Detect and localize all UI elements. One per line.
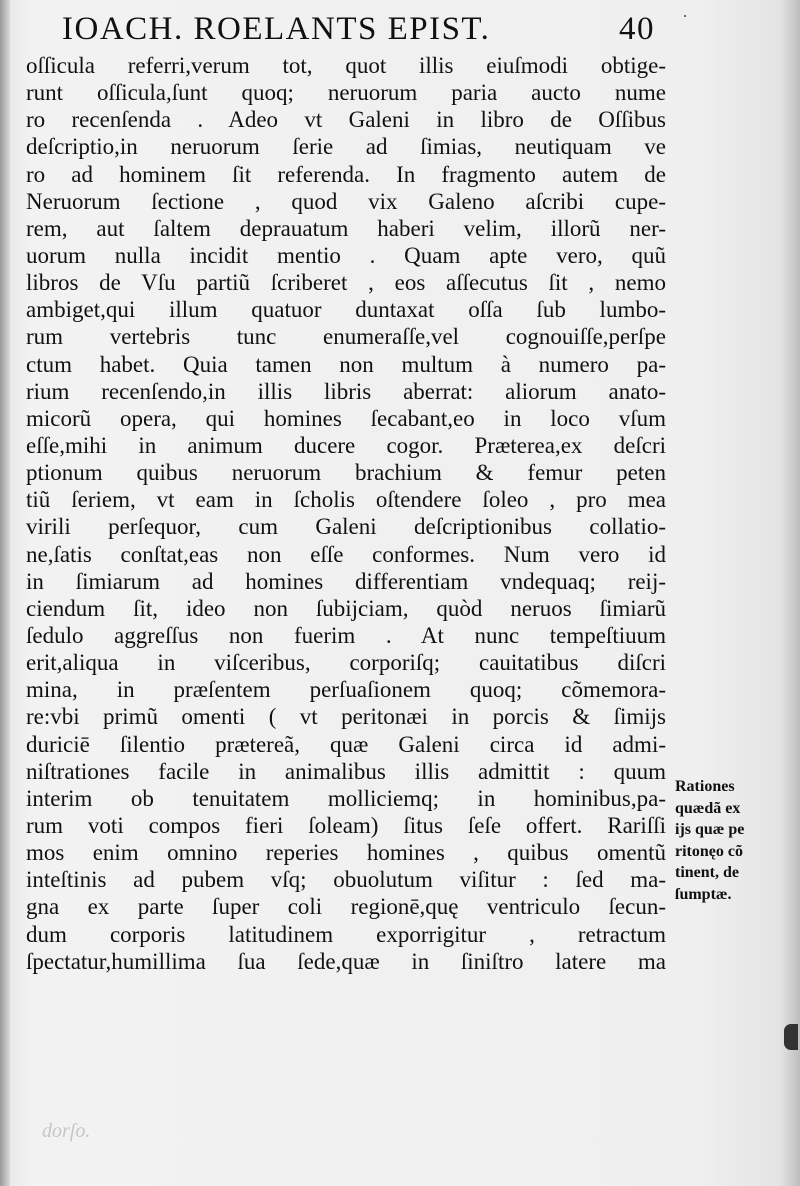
page-edge-tab bbox=[784, 1024, 798, 1050]
text-line: micorũ opera, qui homines ſecabant,eo in loco vſum bbox=[26, 405, 666, 431]
text-line: interim ob tenuitatem molliciemq; in hominibus,pa- bbox=[26, 785, 666, 811]
text-line: virili perſequor, cum Galeni deſcriptionibus collatio- bbox=[26, 514, 666, 540]
text-line: mos enim omnino reperies homines , quibus omentũ bbox=[26, 840, 666, 866]
page-gutter bbox=[0, 0, 10, 1186]
text-line: gna ex parte ſuper coli regionē,quę ventriculo ſecun- bbox=[26, 894, 666, 920]
text-line: dum corporis latitudinem exporrigitur , retractum bbox=[26, 921, 666, 947]
text-line: in ſimiarum ad homines differentiam vndequaq; reij- bbox=[26, 568, 666, 594]
text-line: ciendum ſit, ideo non ſubijciam, quòd neruos ſimiarũ bbox=[26, 595, 666, 621]
text-line: ro recenſenda . Adeo vt Galeni in libro de Oſſibus bbox=[26, 107, 666, 133]
text-line: mina, in præſentem perſuaſionem quoq; cõmemora- bbox=[26, 677, 666, 703]
text-line: ro ad hominem ſit referenda. In fragmento autem de bbox=[26, 161, 666, 187]
text-line: ſpectatur,humillima ſua ſede,quæ in ſiniſtro latere ma bbox=[26, 948, 666, 974]
text-line: rum voti compos fieri ſoleam) ſitus ſeſe offert. Rariſſi bbox=[26, 812, 666, 838]
text-line: ambiget,qui illum quatuor duntaxat oſſa ſub lumbo- bbox=[26, 297, 666, 323]
body-text bbox=[26, 52, 666, 975]
text-line: ptionum quibus neruorum brachium & femur peten bbox=[26, 460, 666, 486]
running-head-title: IOACH. ROELANTS EPIST. bbox=[62, 11, 491, 47]
text-line: runt oſſicula,ſunt quoq; neruorum paria aucto nume bbox=[26, 80, 666, 106]
text-line: rium recenſendo,in illis libris aberrat: aliorum anato- bbox=[26, 378, 666, 404]
marginal-note-line: ſumptæ. bbox=[675, 885, 732, 903]
text-line: re:vbi primũ omenti ( vt peritonæi in porcis & ſimijs bbox=[26, 704, 666, 730]
text-line: libros de Vſu partiũ ſcriberet , eos aſſecutus ſit , nemo bbox=[26, 270, 666, 296]
text-line: rum vertebris tunc enumeraſſe,vel cognouiſſe,perſpe bbox=[26, 324, 666, 350]
text-line: erit,aliqua in viſceribus, corporiſq; cauitatibus diſcri bbox=[26, 650, 666, 676]
marginal-note-line: tinent, de bbox=[675, 864, 739, 881]
marginal-note-line: ijs quæ pe bbox=[675, 821, 745, 838]
text-line: ſedulo aggreſſus non fuerim . At nunc tempeſtiuum bbox=[26, 622, 666, 648]
text-line: tiũ ſeriem, vt eam in ſcholis oſtendere ſoleo , pro mea bbox=[26, 487, 666, 513]
marginal-note bbox=[675, 776, 785, 905]
marginal-note-line: quædã ex bbox=[675, 799, 741, 817]
text-line: Neruorum ſectione , quod vix Galeno aſcribi cupe- bbox=[26, 188, 666, 214]
text-line: duriciē ſilentio prætereã, quæ Galeni circa id admi- bbox=[26, 731, 666, 757]
text-line: eſſe,mihi in animum ducere cogor. Præterea,ex deſcri bbox=[26, 432, 666, 458]
marginal-note-line: ritonęo cõ bbox=[675, 842, 743, 860]
text-line: ctum habet. Quia tamen non multum à numero pa- bbox=[26, 351, 666, 377]
page-number: 40 bbox=[619, 11, 655, 47]
text-line: oſſicula referri,verum tot, quot illis eiuſmodi obtige- bbox=[26, 53, 666, 78]
text-line: uorum nulla incidit mentio . Quam apte vero, quũ bbox=[26, 242, 666, 268]
text-line: deſcriptio,in neruorum ſerie ad ſimias, neutiquam ve bbox=[26, 134, 666, 160]
text-line: rem, aut ſaltem deprauatum haberi velim, illorũ ner- bbox=[26, 215, 666, 241]
running-head bbox=[62, 12, 662, 46]
show-through-text: dorſo. bbox=[42, 1120, 91, 1142]
text-line: inteſtinis ad pubem vſq; obuolutum viſitur : ſed ma- bbox=[26, 867, 666, 893]
marginal-note-line: Rationes bbox=[675, 778, 735, 795]
ink-speck: · bbox=[682, 6, 688, 26]
text-line: niſtrationes facile in animalibus illis admittit : quum bbox=[26, 758, 666, 784]
text-line: ne,ſatis conſtat,eas non eſſe conformes. Num vero id bbox=[26, 541, 666, 567]
